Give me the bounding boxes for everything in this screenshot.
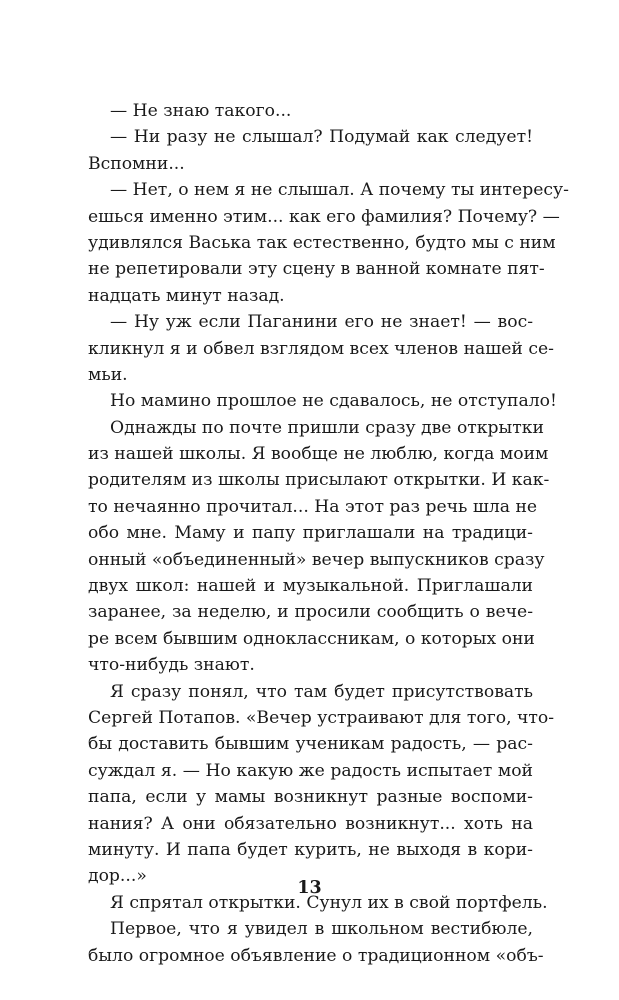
body-text [88, 98, 569, 969]
text-line: дор...» [88, 866, 147, 887]
text-line: из нашей школы. Я вообще не люблю, когда моим [88, 444, 549, 465]
text-line: родителям из школы присылают открытки. И как- [88, 470, 550, 491]
text-line: — Ни разу не слышал? Подумай как следует! [110, 127, 533, 148]
text-line: не репетировали эту сцену в ванной комнате пят- [88, 259, 545, 280]
text-line: папа, если у мамы возникнут разные воспоми- [88, 787, 533, 808]
text-line: Однажды по почте пришли сразу две открытки [110, 417, 544, 438]
text-line: было огромное объявление о традиционном «объ- [88, 945, 544, 966]
text-line: онный «объединенный» вечер выпускников сразу [88, 549, 545, 570]
text-line: Вспомни... [88, 153, 185, 174]
text-line: надцать минут назад. [88, 285, 285, 306]
text-line: мьи. [88, 364, 128, 385]
text-line: ре всем бывшим одноклассникам, о которых они [88, 628, 535, 649]
text-line: ешься именно этим... как его фамилия? Почему? — [88, 206, 560, 227]
text-line: Я сразу понял, что там будет присутствовать [110, 681, 533, 702]
text-line: удивлялся Васька так естественно, будто мы с ним [88, 232, 556, 253]
text-line: что-нибудь знают. [88, 655, 255, 676]
text-line: кликнул я и обвел взглядом всех членов нашей се- [88, 338, 554, 359]
text-line: — Нет, о нем я не слышал. А почему ты интересу- [110, 180, 569, 201]
text-line: обо мне. Маму и папу приглашали на традици- [88, 523, 533, 544]
text-line: то нечаянно прочитал... На этот раз речь шла не [88, 496, 538, 517]
text-line: — Не знаю такого... [110, 101, 292, 121]
text-line: Сергей Потапов. «Вечер устраивают для того, что- [88, 707, 555, 728]
text-line: заранее, за неделю, и просили сообщить о вече- [88, 602, 533, 623]
text-line: минуту. И папа будет курить, не выходя в кори- [88, 839, 533, 860]
text-line: — Ну уж если Паганини его не знает! — вос- [110, 312, 533, 333]
page-number: 13 [297, 878, 322, 898]
text-line: Но мамино прошлое не сдавалось, не отступало! [110, 391, 557, 412]
text-line: двух школ: нашей и музыкальной. Приглашали [88, 576, 533, 597]
text-line: бы доставить бывшим ученикам радость, — рас- [88, 734, 533, 755]
text-line: Первое, что я увидел в школьном вестибюле, [110, 919, 533, 940]
text-line: нания? А они обязательно возникнут... хоть на [88, 813, 533, 834]
text-line: суждал я. — Но какую же радость испытает мой [88, 760, 533, 781]
text-line: Я спрятал открытки. Сунул их в свой портфель. [110, 892, 548, 913]
